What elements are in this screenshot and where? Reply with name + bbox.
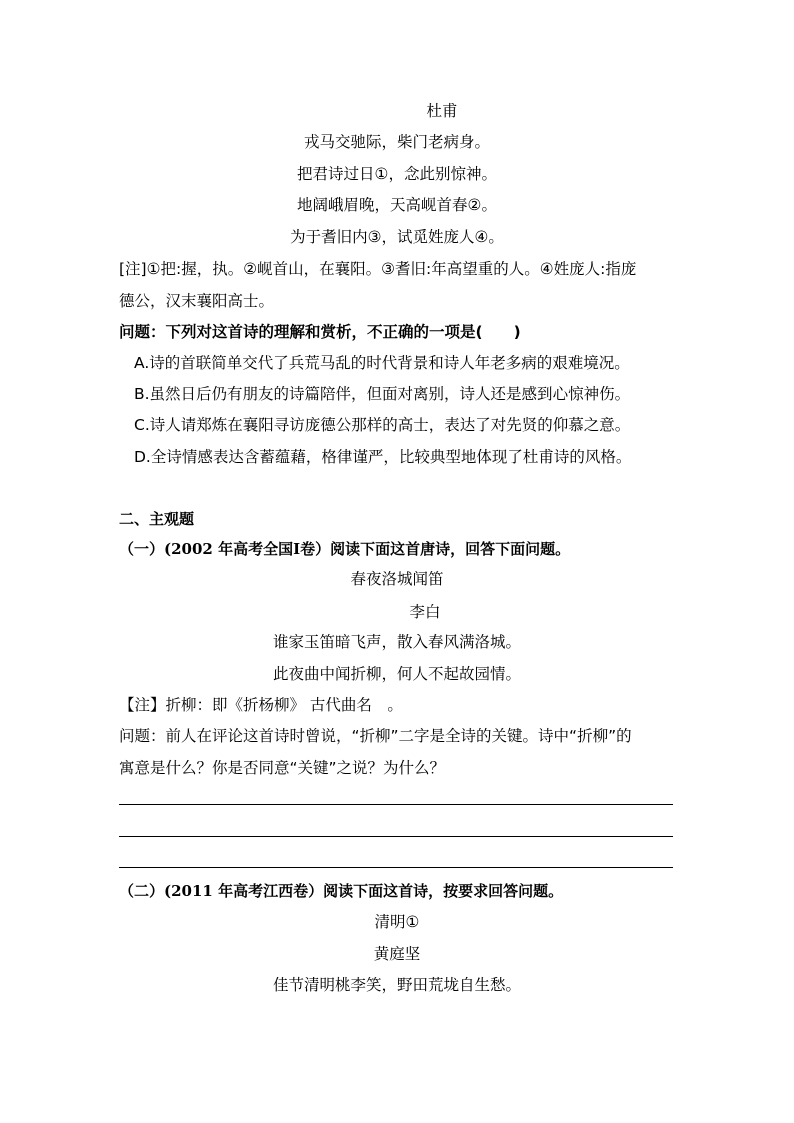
part1-question-line-1: 问题：前人在评论这首诗时曾说，“折柳”二字是全诗的关键。诗中“折柳”的 — [119, 727, 632, 745]
part2-poem-title: 清明① — [374, 913, 420, 931]
answer-line-2[interactable] — [119, 836, 673, 837]
poem-line-1: 戎马交驰际，柴门老病身。 — [303, 133, 490, 151]
part1-heading: （一）(2002 年高考全国Ⅰ卷）阅读下面这首唐诗，回答下面问题。 — [119, 540, 571, 558]
part2-heading: （二）(2011 年高考江西卷）阅读下面这首诗，按要求回答问题。 — [119, 882, 564, 900]
poem-question: 问题：下列对这首诗的理解和赏析，不正确的一项是( ) — [119, 323, 521, 341]
part1-question-line-2: 寓意是什么？你是否同意“关键”之说？为什么？ — [119, 759, 446, 777]
answer-line-3[interactable] — [119, 867, 673, 868]
part1-poem-line-1: 谁家玉笛暗飞声，散入春风满洛城。 — [272, 633, 521, 651]
poem-line-3: 地阔峨眉晚，天高岘首春②。 — [297, 196, 497, 214]
poem-author: 杜甫 — [426, 102, 458, 120]
poem-note-line-2: 德公，汉末襄阳高士。 — [119, 292, 275, 310]
part1-note: 【注】折柳：即《折杨柳》 古代曲名 。 — [119, 696, 403, 714]
part2-poem-author: 黄庭坚 — [373, 945, 421, 963]
part1-poem-author: 李白 — [409, 603, 441, 621]
part2-poem-line-1: 佳节清明桃李笑，野田荒垅自生愁。 — [272, 976, 521, 994]
poem-line-2: 把君诗过日①，念此别惊神。 — [297, 165, 497, 183]
poem-note-line-1: [注]①把:握，执。②岘首山，在襄阳。③耆旧:年高望重的人。④姓庞人:指庞 — [119, 260, 637, 278]
poem-line-4: 为于耆旧内③，试觅姓庞人④。 — [290, 228, 504, 246]
option-d: D.全诗情感表达含蓄蕴藉，格律谨严，比较典型地体现了杜甫诗的风格。 — [134, 448, 632, 466]
option-a: A.诗的首联简单交代了兵荒马乱的时代背景和诗人年老多病的艰难境况。 — [134, 354, 630, 372]
answer-line-1[interactable] — [119, 804, 673, 805]
part1-poem-title: 春夜洛城闻笛 — [350, 570, 444, 588]
option-b: B.虽然日后仍有朋友的诗篇陪伴，但面对离别，诗人还是感到心惊神伤。 — [134, 385, 631, 403]
section-heading: 二、主观题 — [119, 510, 195, 528]
option-c: C.诗人请郑炼在襄阳寻访庞德公那样的高士，表达了对先贤的仰慕之意。 — [134, 416, 631, 434]
part1-poem-line-2: 此夜曲中闻折柳，何人不起故园情。 — [272, 665, 521, 683]
